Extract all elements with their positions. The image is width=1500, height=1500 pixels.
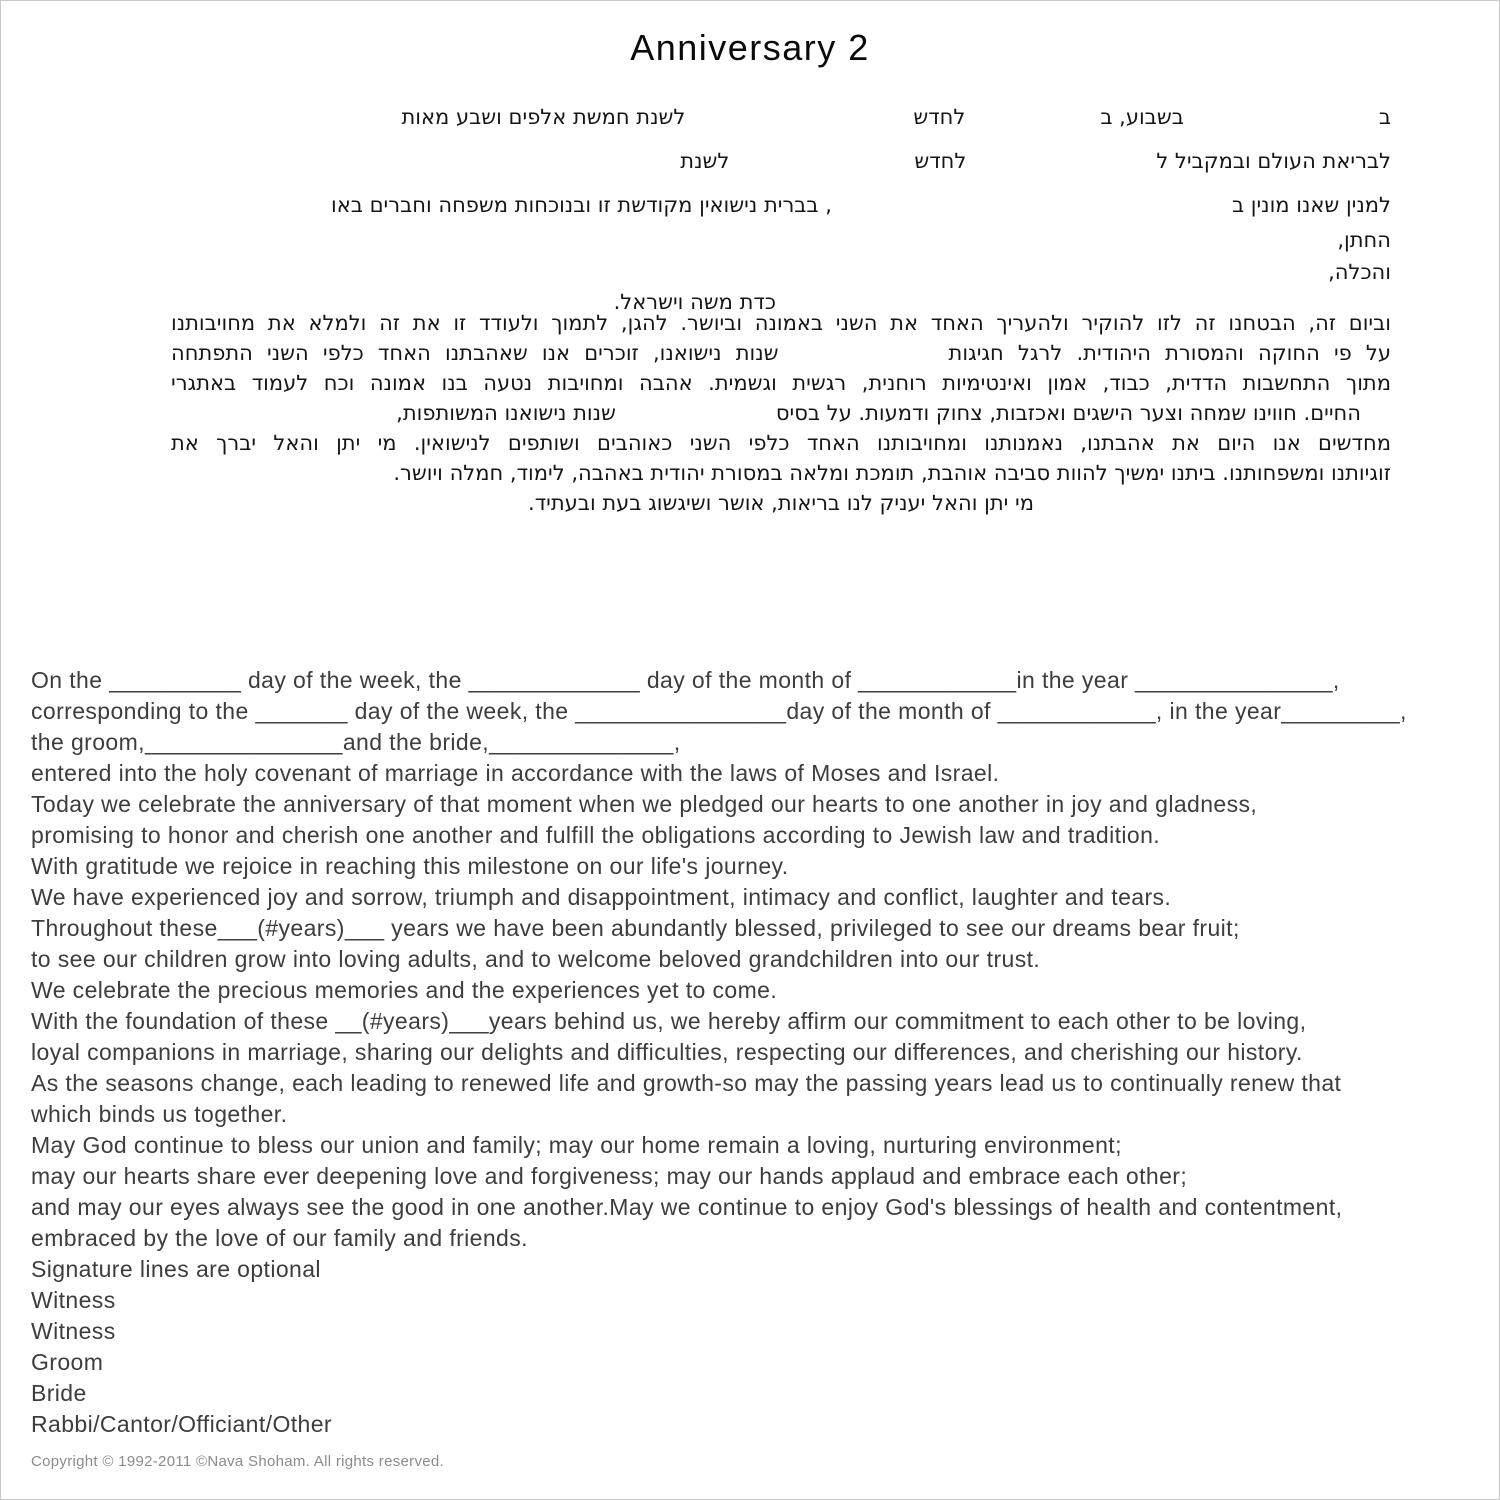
hebrew-life-phrase: החיים. חווינו שמחה וצער הישגים ואכזבות, צחוק ודמעות. על בסיס [775, 401, 1361, 425]
english-years-line: Throughout these___(#years)___ years we have been abundantly blessed, privileged to see our dreams bear fruit; [31, 915, 1240, 941]
hebrew-years-phrase: שנות נישואנו, זוכרים אנו שאהבתנו האחד כלפי השני התפתחה [171, 341, 779, 365]
english-covenant-line: entered into the holy covenant of marriage in accordance with the laws of Moses and Israel. [31, 760, 1000, 786]
page-title: Anniversary 2 [630, 27, 870, 68]
hebrew-paragraph-line-4 [171, 401, 1391, 425]
hebrew-date-line-1 [171, 105, 1391, 129]
hebrew-month-word: לחדש [913, 105, 966, 129]
english-blessing-line: may our hearts share ever deepening love and forgiveness; may our hands applaud and embrace each other; [31, 1163, 1188, 1189]
hebrew-tradition-phrase: על פי החוקה והמסורת היהודית. לרגל חגיגות [948, 341, 1392, 365]
fill-in-blank [685, 123, 913, 124]
fill-in-blank [729, 167, 914, 168]
hebrew-paragraph-line-7: מי יתן והאל יעניק לנו בריאות, אושר ושיגשוג בעת ובעתיד. [528, 491, 1034, 515]
hebrew-creation-phrase: לבריאת העולם ובמקביל ל [1156, 149, 1391, 173]
english-text-block [31, 665, 1486, 1440]
hebrew-bride-line: והכלה, [1328, 260, 1391, 284]
hebrew-year-phrase: לשנת חמשת אלפים ושבע מאות [401, 105, 686, 129]
fill-in-blank [832, 211, 1232, 212]
english-date-line-2: corresponding to the _______ day of the week, the ________________day of the month of ____________, in the year_________, [31, 698, 1407, 724]
english-text-line: loyal companions in marriage, sharing our delights and difficulties, respecting our differences, and cherishing our history. [31, 1039, 1303, 1065]
english-couple-line: the groom,_______________and the bride,______________, [31, 729, 681, 755]
english-text-line: As the seasons change, each leading to renewed life and growth-so may the passing years lead us to continually renew that [31, 1070, 1342, 1096]
english-text-line: With gratitude we rejoice in reaching this milestone on our life's journey. [31, 853, 789, 879]
hebrew-shared-years-phrase: שנות נישואנו המשותפות, [396, 401, 616, 425]
hebrew-paragraph-line-1: וביום זה, הבטחנו זה לזו להוקיר ולהעריך האחד את השני באמונה וביושר. להגן, לתמוך ולעודד זו את זה ולמלא את מחויבותנו [171, 311, 1391, 335]
english-text-line: to see our children grow into loving adults, and to welcome beloved grandchildren into our trust. [31, 946, 1041, 972]
hebrew-year-word: לשנת [680, 149, 730, 173]
witness-label-1: Witness [31, 1287, 116, 1313]
hebrew-paragraph-line-6: זוגיותנו ומשפחותנו. ביתנו ימשיך להוות סביבה אוהבת, תומכת ומלאה במסורת יהודית באהבה, לימוד, חמלה ויושר. [393, 461, 1391, 485]
fill-in-blank [616, 419, 776, 420]
hebrew-paragraph-line-5: מחדשים אנו היום את אהבתנו, נאמנותנו ומחויבותנו האחד כלפי השני כאוהבים ושותפים לנישואין. מי יתן והאל יברך את [171, 431, 1391, 455]
fill-in-blank [779, 359, 949, 360]
english-blessing-line: and may our eyes always see the good in one another.May we continue to enjoy God's blessings of health and contentment, [31, 1194, 1343, 1220]
hebrew-count-phrase: למנין שאנו מונין ב [1231, 193, 1391, 217]
fill-in-blank [1184, 123, 1379, 124]
english-text-line: Today we celebrate the anniversary of that moment when we pledged our hearts to one another in joy and gladness, [31, 791, 1258, 817]
hebrew-week-month-prefix: בשבוע, ב [1100, 105, 1184, 129]
hebrew-groom-line: החתן, [1337, 228, 1391, 252]
english-text-line: We celebrate the precious memories and the experiences yet to come. [31, 977, 778, 1003]
hebrew-covenant-phrase: , בברית נישואין מקודשת זו ובנוכחות משפחה וחברים באו [331, 193, 832, 217]
english-blessing-line: embraced by the love of our family and friends. [31, 1225, 528, 1251]
hebrew-law-line: כדת משה וישראל. [613, 290, 776, 314]
officiant-label: Rabbi/Cantor/Officiant/Other [31, 1411, 332, 1437]
hebrew-paragraph-line-3: מתוך התחשבות הדדית, כבוד, אמון ואינטימיות רוחנית, רגשית וגשמית. אהבה ומחויבות נטעה בנו אמונה וכח לעמוד באתגרי [171, 371, 1391, 395]
bride-label: Bride [31, 1380, 87, 1406]
english-years-line: With the foundation of these __(#years)___years behind us, we hereby affirm our commitment to each other to be loving, [31, 1008, 1307, 1034]
fill-in-blank [966, 167, 1156, 168]
fill-in-blank [965, 123, 1100, 124]
english-date-line-1: On the __________ day of the week, the _____________ day of the month of ____________in the year _______________, [31, 667, 1340, 693]
hebrew-date-line-3 [171, 193, 1391, 217]
hebrew-paragraph-line-2 [171, 341, 1391, 365]
hebrew-month-word: לחדש [914, 149, 967, 173]
hebrew-date-line-2 [171, 149, 1391, 173]
hebrew-day-of-week-prefix: ב [1378, 105, 1391, 129]
english-text-line: promising to honor and cherish one another and fulfill the obligations according to Jewish law and tradition. [31, 822, 1161, 848]
signature-note: Signature lines are optional [31, 1256, 321, 1282]
english-blessing-line: May God continue to bless our union and family; may our home remain a loving, nurturing environment; [31, 1132, 1122, 1158]
copyright-notice: Copyright © 1992-2011 ©Nava Shoham. All rights reserved. [31, 1453, 444, 1470]
witness-label-2: Witness [31, 1318, 116, 1344]
groom-label: Groom [31, 1349, 104, 1375]
english-text-line: We have experienced joy and sorrow, triumph and disappointment, intimacy and conflict, laughter and tears. [31, 884, 1172, 910]
english-text-line: which binds us together. [31, 1101, 288, 1127]
